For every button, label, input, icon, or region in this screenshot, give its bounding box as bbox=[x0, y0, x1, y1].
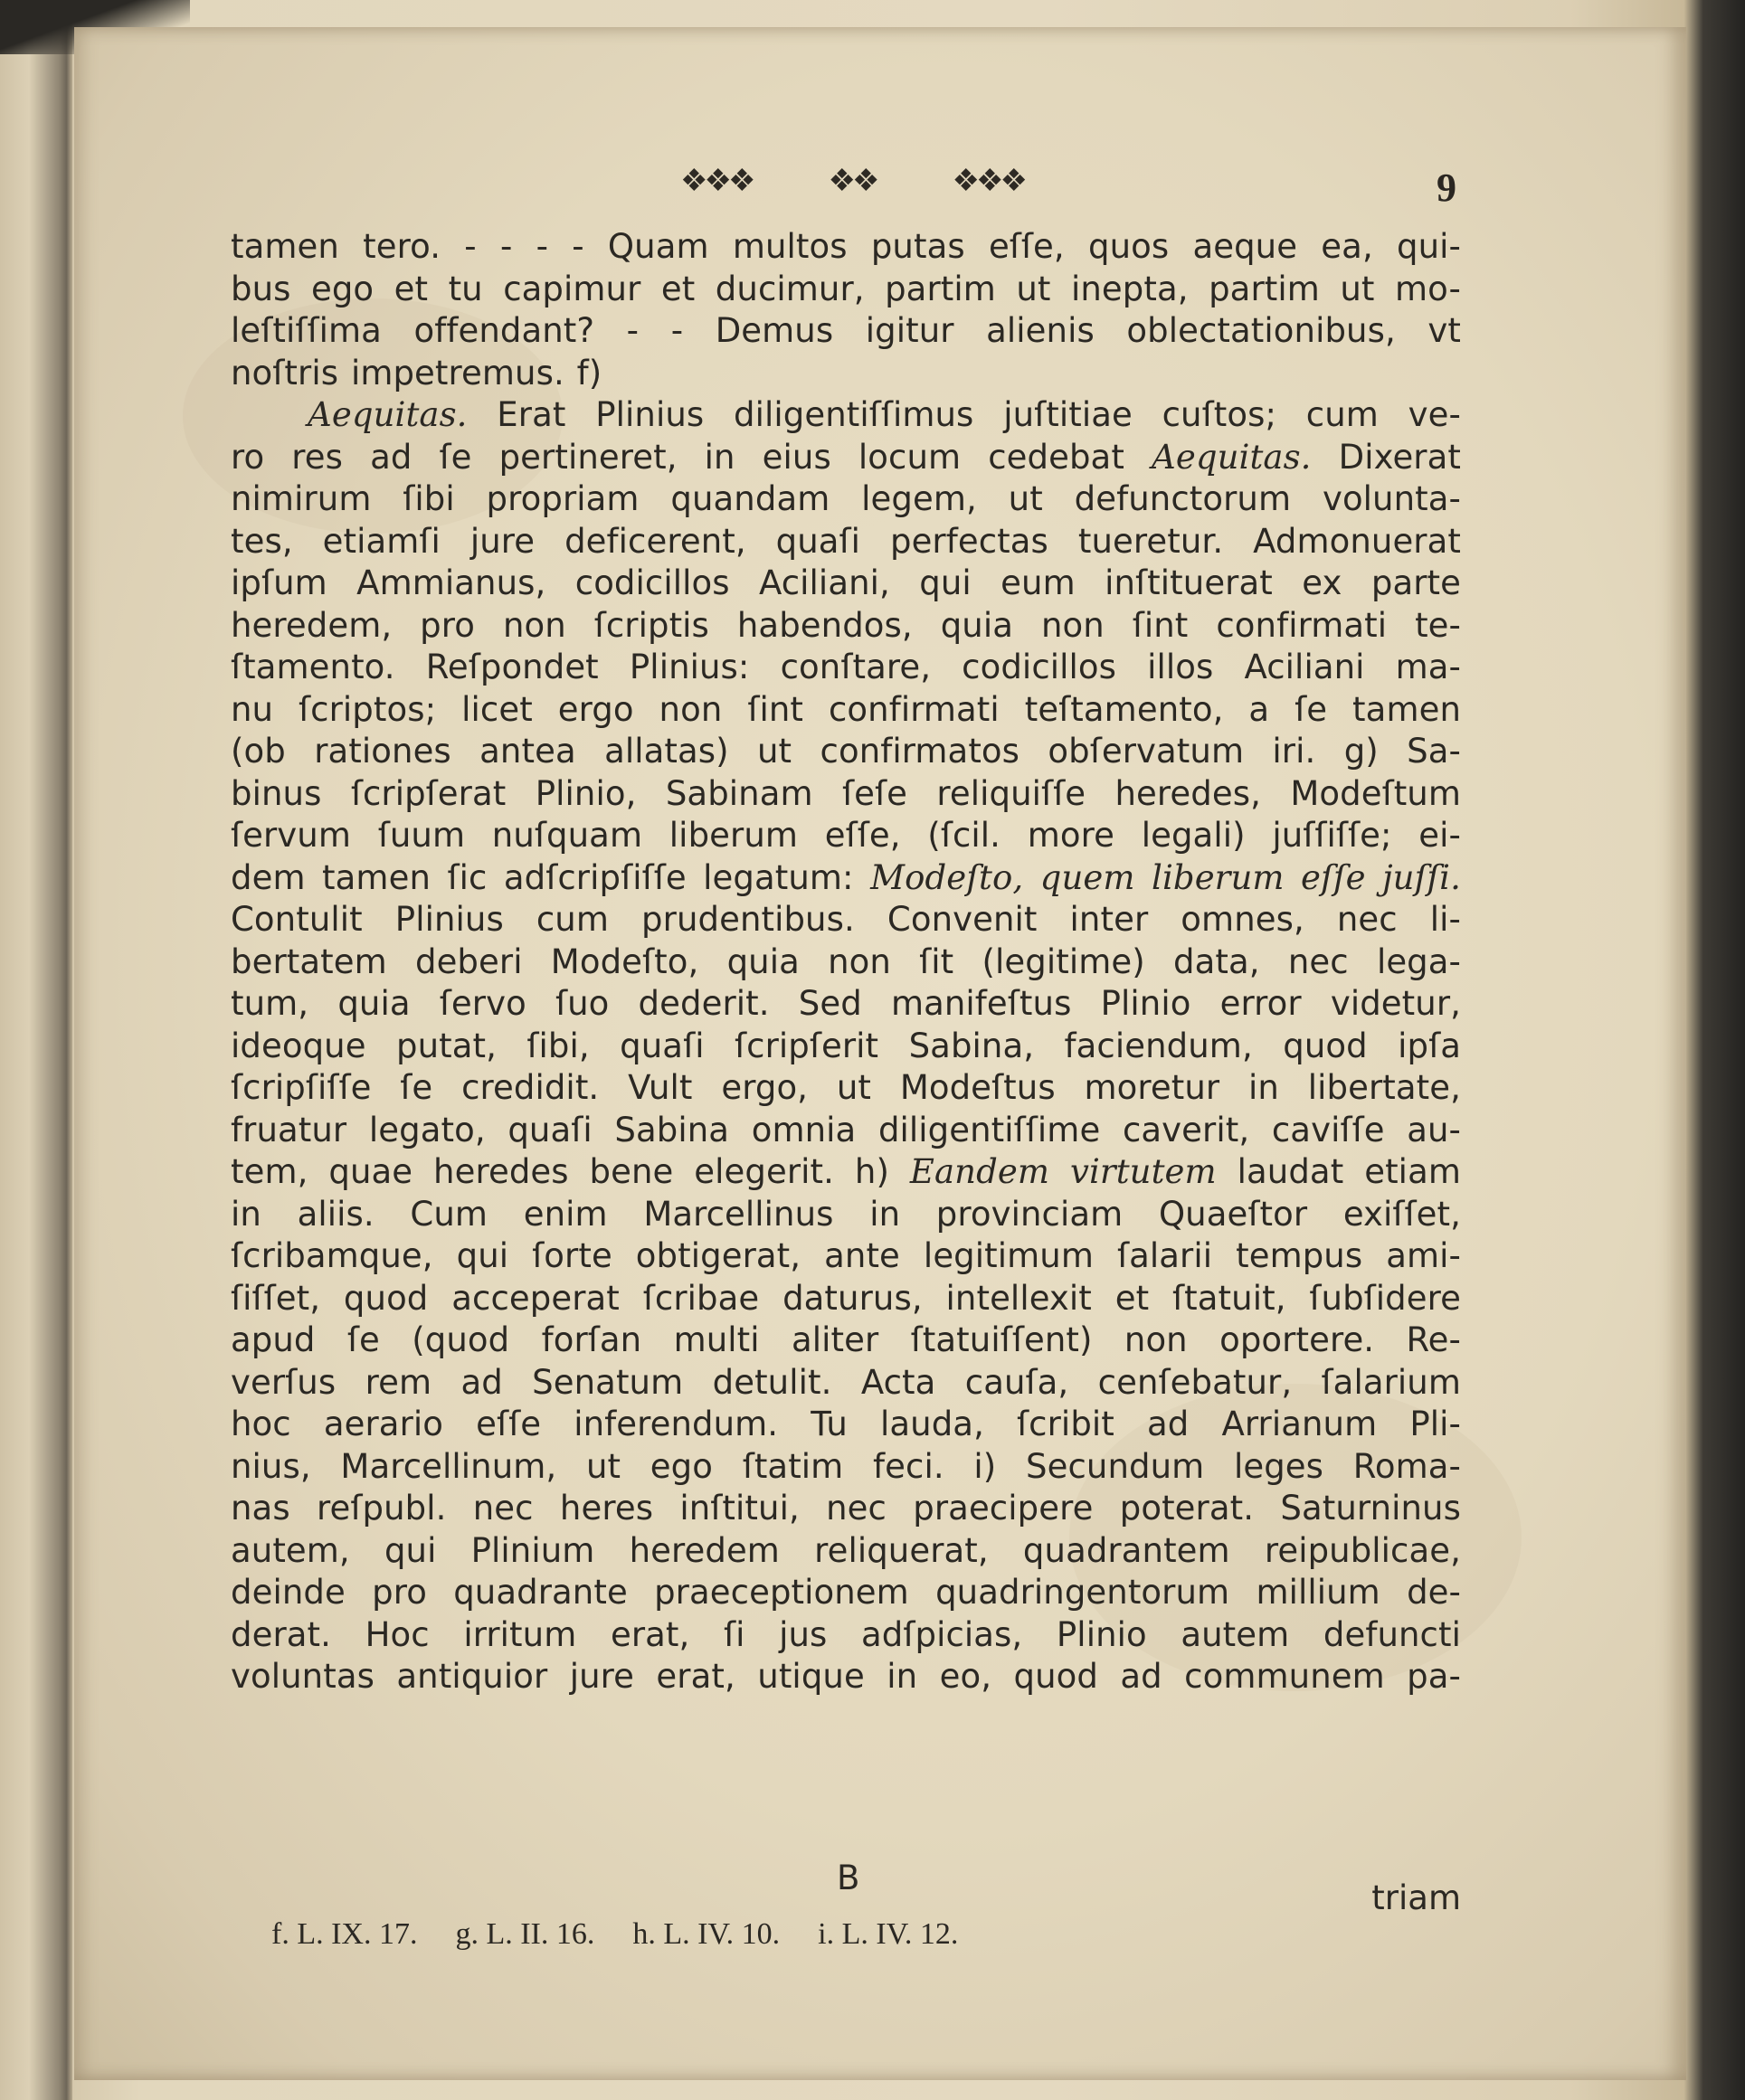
catchword: triam bbox=[1371, 1878, 1461, 1917]
text-line bbox=[231, 857, 1461, 900]
line-text: bus ego et tu capimur et ducimur, partim ut inepta, partim ut mo- bbox=[231, 269, 1461, 308]
line-text: ipſum Ammianus, codicillos Aciliani, qui eum inſtituerat ex parte bbox=[231, 563, 1461, 602]
text-line bbox=[231, 1278, 1461, 1320]
line-text: binus ſcripſerat Plinio, Sabinam ſeſe reliquiſſe heredes, Modeſtum bbox=[231, 773, 1461, 813]
text-line bbox=[231, 731, 1461, 773]
line-text: ſervum ſuum nuſquam liberum eſſe, (ſcil. more legali) juſſiſſe; ei- bbox=[231, 816, 1461, 855]
line-text: fruatur legato, quaſi Sabina omnia diligentiſſime caverit, caviſſe au- bbox=[231, 1110, 1461, 1149]
text-line bbox=[231, 1614, 1461, 1657]
footnote: f. L. IX. 17. bbox=[271, 1917, 418, 1951]
text-line bbox=[231, 1320, 1461, 1362]
text-line bbox=[231, 941, 1461, 984]
signature-mark: B bbox=[837, 1859, 860, 1897]
italic-term: Aequitas. bbox=[1152, 437, 1312, 477]
line-text: Contulit Plinius cum prudentibus. Convenit inter omnes, nec li- bbox=[231, 900, 1461, 939]
text-line bbox=[231, 1362, 1461, 1405]
text-line bbox=[231, 478, 1461, 521]
text-line bbox=[231, 1026, 1461, 1068]
text-line bbox=[231, 563, 1461, 605]
line-text: tum, quia ſervo ſuo dederit. Sed manifeſtus Plinio error videtur, bbox=[231, 984, 1461, 1023]
footnotes bbox=[271, 1917, 1266, 1952]
line-text: leſtiſſima offendant? - - Demus igitur alienis oblectationibus, vt bbox=[231, 311, 1461, 350]
line-text: heredem, pro non ſcriptis habendos, quia non ſint confirmati te- bbox=[231, 605, 1461, 645]
text-line bbox=[231, 394, 1461, 437]
text-line bbox=[231, 773, 1461, 816]
italic-term: Modeſto, quem liberum eſſe juſſi. bbox=[870, 857, 1461, 897]
line-text: apud ſe (quod forſan multi aliter ſtatuiſſent) non oportere. Re- bbox=[231, 1320, 1461, 1359]
line-text: deinde pro quadrante praeceptionem quadringentorum millium de- bbox=[231, 1573, 1461, 1612]
italic-term: Aequitas. bbox=[308, 395, 468, 434]
italic-term: Eandem virtutem bbox=[909, 1152, 1217, 1191]
text-line bbox=[231, 815, 1461, 857]
text-line bbox=[231, 1067, 1461, 1110]
text-line bbox=[231, 1530, 1461, 1573]
text-line bbox=[231, 1110, 1461, 1152]
header-ornament bbox=[680, 158, 1024, 203]
ornament-left-icon: ❖❖❖ bbox=[680, 163, 753, 199]
line-text: hoc aerario eſſe inferendum. Tu lauda, ſcribit ad Arrianum Pli- bbox=[231, 1405, 1461, 1443]
footnote: g. L. II. 16. bbox=[455, 1917, 595, 1951]
line-text: nas reſpubl. nec heres inſtitui, nec praecipere poterat. Saturninus bbox=[231, 1489, 1461, 1528]
line-text: derat. Hoc irritum erat, ſi jus adſpicias, Plinio autem defuncti bbox=[231, 1614, 1461, 1654]
line-text: tamen tero. - - - - Quam multos putas eſſe, quos aeque ea, qui- bbox=[231, 227, 1461, 266]
line-text: nimirum ſibi propriam quandam legem, ut defunctorum volunta- bbox=[231, 479, 1461, 518]
text-line bbox=[231, 353, 1461, 395]
line-text: (ob rationes antea allatas) ut confirmatos obſervatum iri. g) Sa- bbox=[231, 732, 1461, 771]
text-line bbox=[231, 226, 1461, 269]
text-line bbox=[231, 1572, 1461, 1614]
line-text: autem, qui Plinium heredem reliquerat, quadrantem reipublicae, bbox=[231, 1530, 1461, 1570]
text-line bbox=[231, 1656, 1461, 1698]
text-line bbox=[231, 1404, 1461, 1446]
text-line bbox=[231, 1488, 1461, 1530]
line-text: ro res ad ſe pertineret, in eius locum cedebat bbox=[231, 437, 1152, 477]
text-line bbox=[231, 1194, 1461, 1236]
text-line bbox=[231, 1446, 1461, 1489]
line-text: verſus rem ad Senatum detulit. Acta cauſa, cenſebatur, ſalarium bbox=[231, 1362, 1461, 1402]
text-line bbox=[231, 689, 1461, 732]
text-line bbox=[231, 1235, 1461, 1278]
text-line bbox=[231, 605, 1461, 648]
text-line bbox=[231, 269, 1461, 311]
line-text: laudat etiam bbox=[1216, 1152, 1461, 1191]
line-text: ſtamento. Reſpondet Plinius: conſtare, codicillos illos Aciliani ma- bbox=[231, 648, 1461, 686]
text-line bbox=[231, 437, 1461, 479]
ornament-center-icon: ❖❖ bbox=[828, 163, 877, 199]
line-text: ideoque putat, ſibi, quaſi ſcripſerit Sabina, faciendum, quod ipſa bbox=[231, 1026, 1461, 1065]
footnote: i. L. IV. 12. bbox=[818, 1917, 959, 1951]
line-text: ſcripſiſſe ſe credidit. Vult ergo, ut Modeſtus moretur in libertate, bbox=[231, 1068, 1461, 1107]
line-text: voluntas antiquior jure erat, utique in eo, quod ad communem pa- bbox=[231, 1657, 1461, 1696]
line-text: tes, etiamſi jure deficerent, quaſi perfectas tueretur. Admonuerat bbox=[231, 521, 1461, 561]
line-text: in aliis. Cum enim Marcellinus in provinciam Quaeſtor exiſſet, bbox=[231, 1194, 1461, 1234]
body-text bbox=[231, 226, 1461, 1698]
line-text: Erat Plinius diligentiſſimus juſtitiae cuſtos; cum ve- bbox=[467, 395, 1461, 434]
line-text: noſtris impetremus. f) bbox=[231, 353, 602, 393]
book-spine-edge bbox=[0, 0, 72, 2100]
line-text: bertatem deberi Modeſto, quia non ſit (legitime) data, nec lega- bbox=[231, 941, 1461, 981]
line-text: ſiſſet, quod acceperat ſcribae daturus, intellexit et ſtatuit, ſubſidere bbox=[231, 1278, 1461, 1318]
footnote: h. L. IV. 10. bbox=[632, 1917, 781, 1951]
line-text: nu ſcriptos; licet ergo non ſint confirmati teſtamento, a ſe tamen bbox=[231, 689, 1461, 729]
text-line bbox=[231, 521, 1461, 563]
text-line bbox=[231, 310, 1461, 353]
line-text: dem tamen ſic adſcripſiſſe legatum: bbox=[231, 857, 871, 897]
text-line bbox=[231, 899, 1461, 941]
line-text: Dixerat bbox=[1311, 437, 1461, 477]
text-line bbox=[231, 647, 1461, 689]
page-number: 9 bbox=[1437, 166, 1456, 210]
line-text: ſcribamque, qui ſorte obtigerat, ante legitimum ſalarii tempus ami- bbox=[231, 1236, 1461, 1275]
text-line bbox=[231, 1151, 1461, 1194]
catchword-row bbox=[231, 1859, 1461, 1917]
text-line bbox=[231, 983, 1461, 1026]
line-text: tem, quae heredes bene elegerit. h) bbox=[231, 1152, 910, 1191]
line-text: nius, Marcellinum, ut ego ſtatim feci. i) Secundum leges Roma- bbox=[231, 1446, 1461, 1486]
ornament-right-icon: ❖❖❖ bbox=[952, 163, 1024, 199]
